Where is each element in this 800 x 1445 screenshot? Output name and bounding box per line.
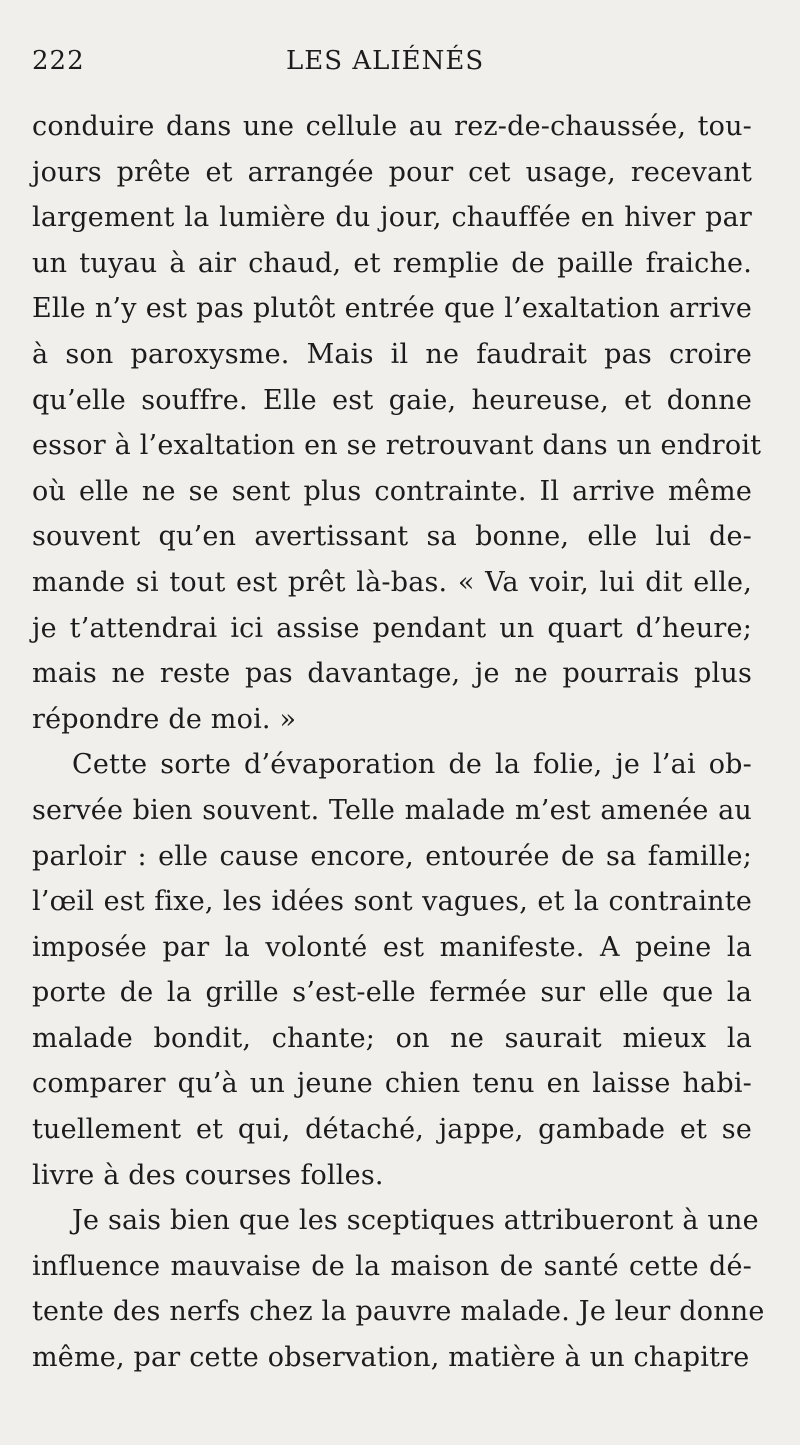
running-title: LES ALIÉNÉS [286,46,485,76]
text-line: souvent qu’en avertissant sa bonne, elle lui de- [32,521,752,553]
text-line: influence mauvaise de la maison de santé cette dé- [32,1250,752,1282]
text-line: malade bondit, chante; on ne saurait mieux la [32,1022,752,1054]
text-line: un tuyau à air chaud, et remplie de paille fraiche. [32,247,752,279]
text-line: mais ne reste pas davantage, je ne pourrais plus [32,658,752,690]
text-line: essor à l’exaltation en se retrouvant dans un endroit [32,430,762,462]
text-line: livre à des courses folles. [32,1159,384,1191]
page-header [32,46,752,86]
text-line: je t’attendrai ici assise pendant un quart d’heure; [32,612,752,644]
body-text [32,104,765,1381]
text-line: à son paroxysme. Mais il ne faudrait pas croire [32,338,752,370]
text-line: même, par cette observation, matière à un chapitre [32,1342,750,1374]
text-line: où elle ne se sent plus contrainte. Il arrive même [32,475,752,507]
text-line: l’œil est fixe, les idées sont vagues, et la contrainte [32,886,752,918]
text-line: conduire dans une cellule au rez-de-chaussée, tou- [32,111,752,142]
paragraph [32,742,752,1198]
page-number: 222 [32,46,85,76]
text-line: Cette sorte d’évaporation de la folie, je l’ai ob- [72,749,752,781]
paragraph [32,1198,765,1380]
text-line: jours prête et arrangée pour cet usage, recevant [32,156,752,188]
text-line: mande si tout est prêt là-bas. « Va voir, lui dit elle, [32,566,752,598]
text-line: tuellement et qui, détaché, jappe, gambade et se [32,1114,752,1146]
text-line: qu’elle souffre. Elle est gaie, heureuse, et donne [32,384,752,416]
text-line: largement la lumière du jour, chauffée en hiver par [32,202,752,234]
text-line: porte de la grille s’est-elle fermée sur elle que la [32,977,752,1009]
text-line: Elle n’y est pas plutôt entrée que l’exaltation arrive [32,293,752,325]
text-line: tente des nerfs chez la pauvre malade. Je leur donne [32,1296,765,1328]
text-line: Je sais bien que les sceptiques attribueront à une [72,1205,759,1237]
text-line: imposée par la volonté est manifeste. A peine la [32,931,752,963]
text-line: comparer qu’à un jeune chien tenu en laisse habi- [32,1068,752,1100]
text-line: parloir : elle cause encore, entourée de sa famille; [32,840,752,872]
paragraph [32,104,762,742]
text-line: servée bien souvent. Telle malade m’est amenée au [32,794,752,826]
text-line: répondre de moi. » [32,703,297,735]
